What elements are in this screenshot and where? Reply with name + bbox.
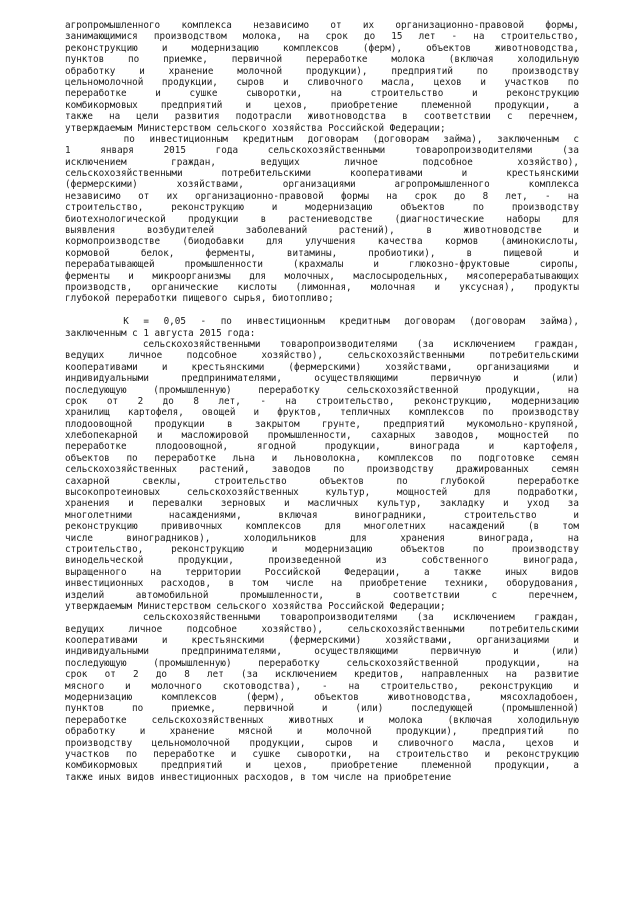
text-line: реконструкцию прививочных комплексов для многолетних насаждений (в том — [65, 521, 579, 533]
text-line: последующую (промышленную) переработку сельскохозяйственной продукции, на — [65, 384, 579, 396]
text-line: модернизацию комплексов (ферм), объектов животноводства, мясохладобоен, — [65, 692, 579, 704]
text-line: агропромышленного комплекса независимо от их организационно-правовой формы, — [65, 20, 579, 31]
text-line: мясного и молочного скотоводства), - на строительство, реконструкцию и — [65, 680, 579, 692]
text-line: ведущих личное подсобное хозяйство), сельскохозяйственными потребительскими — [65, 350, 579, 362]
text-line: высокопротеиновых сельскохозяйственных культур, мощностей для подработки, — [65, 487, 579, 499]
text-line: комбикормовых предприятий и цехов, приобретение племенной продукции, а — [65, 760, 579, 772]
text-line: обработку и хранение молочной продукции), предприятий по производству — [65, 65, 579, 77]
text-line: независимо от их организационно-правовой формы на срок до 8 лет, - на — [65, 190, 579, 202]
text-line: К = 0,05 - по инвестиционным кредитным договорам (договорам займа), — [65, 316, 579, 328]
text-line: переработке плодоовощной, ягодной продукции, винограда и картофеля, — [65, 441, 579, 453]
text-line: хранения и перевалки зерновых и масличных культур, закладку и уход за — [65, 498, 579, 510]
text-line: выявления возбудителей заболеваний растений), в животноводстве и — [65, 225, 579, 237]
paragraph-spacer — [65, 305, 579, 316]
text-line: (фермерскими) хозяйствами, организациями агропромышленного комплекса — [65, 179, 579, 191]
text-line: изделий автомобильной промышленности, в соответствии с перечнем, — [65, 589, 579, 601]
text-line: числе виноградников), холодильников для хранения винограда, на — [65, 532, 579, 544]
text-line: ферменты и микроорганизмы для молочных, маслосыродельных, мясоперерабатывающих — [65, 270, 579, 282]
text-line: пунктов по приемке, первичной переработке молока (включая холодильную — [65, 54, 579, 66]
text-line: заключенным с 1 августа 2015 года: — [65, 327, 256, 339]
text-line: сельскохозяйственными товаропроизводителями (за исключением граждан, — [65, 612, 579, 624]
text-line: сельскохозяйственными товаропроизводителями (за исключением граждан, — [65, 338, 579, 350]
text-line: кормовой белок, ферменты, витамины, пробиотики), в пищевой и — [65, 247, 579, 259]
text-line: 1 января 2015 года сельскохозяйственными товаропроизводителями (за — [65, 145, 579, 157]
text-line: последующую (промышленную) переработку сельскохозяйственной продукции, на — [65, 657, 579, 669]
text-line: пунктов по приемке, первичной и (или) последующей (промышленной) — [65, 703, 579, 715]
text-line: индивидуальными предпринимателями, осуществляющими первичную и (или) — [65, 646, 579, 658]
text-line: многолетними насаждениями, включая виноградники, строительство и — [65, 509, 579, 521]
text-line: исключением граждан, ведущих личное подсобное хозяйство), — [65, 156, 579, 168]
text-line: сельскохозяйственными потребительскими кооперативами и крестьянскими — [65, 168, 579, 180]
text-line: индивидуальными предпринимателями, осуществляющими первичную и (или) — [65, 373, 579, 385]
text-line: строительство, реконструкцию и модернизацию объектов по производству — [65, 543, 579, 555]
text-line: цельномолочной продукции, сыров и сливочного масла, цехов и участков по — [65, 76, 579, 88]
text-line: выращенного на территории Российской Федерации, а также иных видов — [65, 566, 579, 578]
text-line: сахарной свеклы, строительство объектов по глубокой переработке — [65, 475, 579, 487]
text-line: кормопроизводстве (биодобавки для улучшения качества кормов (аминокислоты, — [65, 236, 579, 248]
text-line: ведущих личное подсобное хозяйство), сельскохозяйственными потребительскими — [65, 623, 579, 635]
paragraph-coefficient-k — [65, 316, 579, 339]
text-line: участков по переработке и сушке сыворотки, на строительство и реконструкцию — [65, 749, 579, 760]
text-line: реконструкцию и модернизацию комплексов (ферм), объектов животноводства, — [65, 42, 579, 54]
text-line: переработке и сушке сыворотки, на строительство и реконструкцию — [65, 88, 579, 100]
paragraph-biotech-investment — [65, 134, 579, 305]
text-line: срок от 2 до 8 лет, - на строительство, реконструкцию, модернизацию — [65, 395, 579, 407]
text-line: комбикормовых предприятий и цехов, приобретение племенной продукции, а — [65, 99, 579, 111]
text-line: строительство, реконструкцию и модернизацию объектов по производству — [65, 202, 579, 214]
text-line: занимающимися производством молока, на срок до 15 лет - на строительство, — [65, 31, 579, 43]
text-line: объектов по переработке льна и льноволокна, комплексов по подготовке семян — [65, 452, 579, 464]
text-line: перерабатывающей промышленности (крахмалы и глюкозно-фруктовые сиропы, — [65, 259, 579, 271]
text-line: утверждаемым Министерством сельского хозяйства Российской Федерации; — [65, 600, 446, 612]
text-line: также на цели развития подотрасли животноводства в соответствии с перечнем, — [65, 111, 579, 123]
text-line: хранилищ картофеля, овощей и фруктов, тепличных комплексов по производству — [65, 407, 579, 419]
text-line: сельскохозяйственных растений, заводов по производству дражированных семян — [65, 464, 579, 476]
text-line: хлебопекарной и масложировой промышленности, сахарных заводов, мощностей по — [65, 430, 579, 442]
text-line: винодельческой продукции, произведенной из собственного винограда, — [65, 555, 579, 567]
text-line: кооперативами и крестьянскими (фермерскими) хозяйствами, организациями и — [65, 635, 579, 647]
text-line: по инвестиционным кредитным договорам (договорам займа), заключенным с — [65, 133, 579, 145]
text-line: инвестиционных расходов, в том числе на приобретение техники, оборудования, — [65, 578, 579, 590]
text-line: производств, органические кислоты (лимонная, молочная и уксусная), продукты — [65, 281, 579, 293]
text-line: производству цельномолочной продукции, сыров и сливочного масла, цехов и — [65, 737, 579, 749]
paragraph-crop-processing-investment — [65, 339, 579, 612]
text-line: глубокой переработки пищевого сырья, биотопливо; — [65, 293, 334, 305]
text-line: срок от 2 до 8 лет (за исключением кредитов, направленных на развитие — [65, 669, 579, 681]
paragraph-livestock-milk-investment — [65, 20, 579, 134]
text-line: плодоовощной продукции в закрытом грунте, предприятий мукомольно-крупяной, — [65, 418, 579, 430]
text-line: обработку и хранение мясной и молочной продукции), предприятий по — [65, 726, 579, 738]
paragraph-livestock-processing-investment — [65, 612, 579, 783]
text-line: утверждаемым Министерством сельского хозяйства Российской Федерации; — [65, 122, 446, 134]
text-line: также иных видов инвестиционных расходов, в том числе на приобретение — [65, 771, 452, 783]
text-line: биотехнологической продукции в растениеводстве (диагностические наборы для — [65, 213, 579, 225]
text-line: кооперативами и крестьянскими (фермерскими) хозяйствами, организациями и — [65, 361, 579, 373]
text-line: переработке сельскохозяйственных животных и молока (включая холодильную — [65, 714, 579, 726]
